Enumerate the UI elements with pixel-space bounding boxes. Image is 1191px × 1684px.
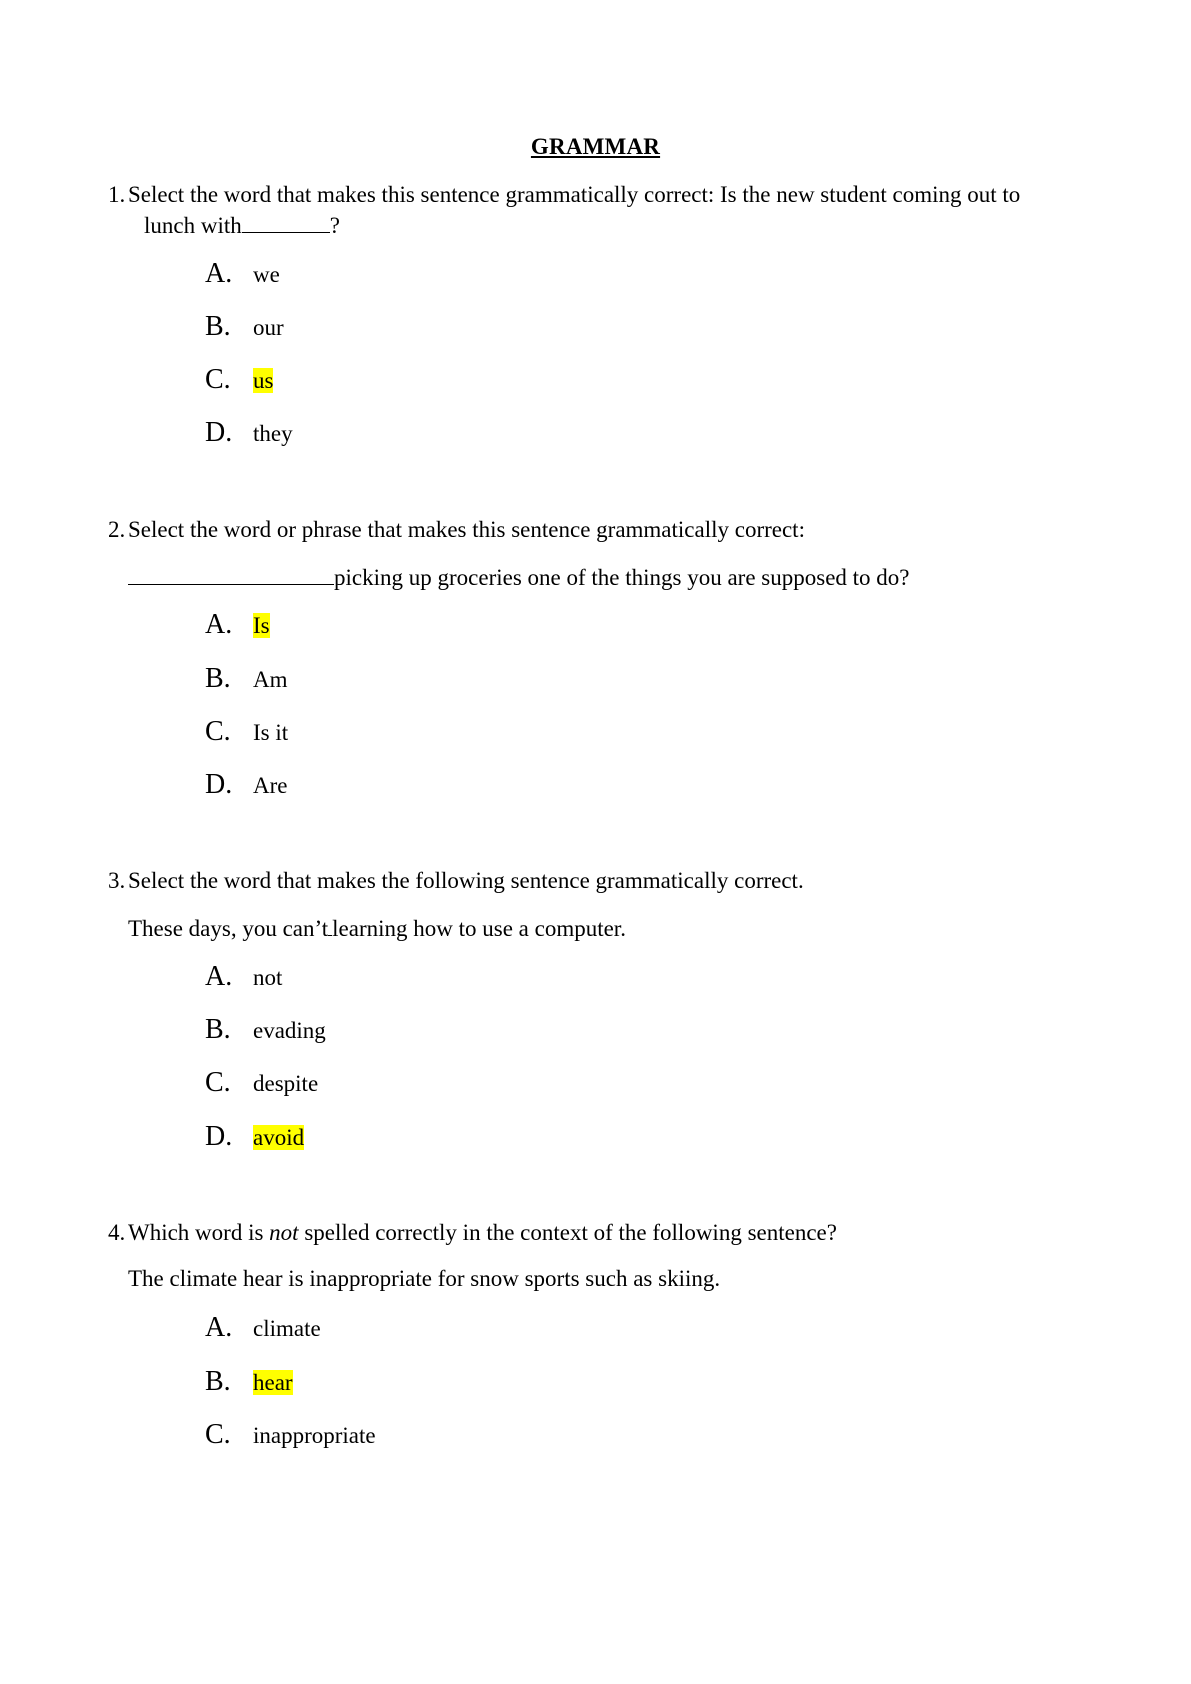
question-text: Select the word or phrase that makes this sentence grammatically correct: [128, 517, 805, 542]
option-b[interactable] [205, 1366, 293, 1400]
question-sentence: The climate hear is inappropriate for snow sports such as skiing. [128, 1266, 721, 1291]
option-text: Am [253, 667, 288, 692]
option-text: inappropriate [253, 1423, 376, 1448]
option-d[interactable] [205, 417, 293, 451]
question-prompt-continued [144, 212, 340, 239]
answer-blank [242, 212, 330, 233]
option-letter: A. [205, 1312, 233, 1343]
question-number: 2. [108, 517, 126, 542]
option-c[interactable] [205, 1419, 376, 1453]
option-letter: C. [205, 364, 231, 395]
question-prompt [108, 1220, 837, 1246]
option-a[interactable] [205, 1312, 321, 1346]
option-letter: B. [205, 663, 231, 694]
option-c[interactable] [205, 716, 288, 750]
option-a[interactable] [205, 609, 270, 643]
question-text: picking up groceries one of the things you are supposed to do? [334, 565, 910, 590]
option-text-highlighted: us [253, 368, 274, 393]
option-letter: A. [205, 609, 233, 640]
option-text: our [253, 315, 284, 340]
question-text: These days, you can’t [128, 916, 329, 941]
option-b[interactable] [205, 663, 288, 697]
page-title: GRAMMAR [530, 134, 661, 159]
option-a[interactable] [205, 258, 280, 292]
question-text: Select the word that makes this sentence grammatically correct: Is the new student coming out to [128, 182, 1021, 207]
question-sentence [128, 564, 910, 591]
option-letter: B. [205, 1014, 231, 1045]
option-text: despite [253, 1071, 319, 1096]
question-text: spelled correctly in the context of the following sentence? [298, 1220, 837, 1245]
option-letter: B. [205, 311, 231, 342]
question-text: learning how to use a computer. [332, 916, 626, 941]
option-text-highlighted: hear [253, 1370, 293, 1395]
option-letter: A. [205, 258, 233, 289]
question-text: Select the word that makes the following sentence grammatically correct. [128, 868, 804, 893]
option-letter: D. [205, 769, 233, 800]
option-d[interactable] [205, 1121, 304, 1155]
option-a[interactable] [205, 961, 282, 995]
option-text: Is it [253, 720, 289, 745]
question-number: 1. [108, 182, 126, 207]
option-text: we [253, 262, 280, 287]
option-letter: A. [205, 961, 233, 992]
option-text: not [253, 965, 283, 990]
question-number: 4. [108, 1220, 126, 1245]
question-text: lunch with [144, 213, 242, 238]
option-text: climate [253, 1316, 321, 1341]
question-sentence [128, 915, 626, 942]
question-prompt [108, 868, 804, 894]
option-c[interactable] [205, 1067, 318, 1101]
option-text: they [253, 421, 293, 446]
option-text-highlighted: Is [253, 613, 270, 638]
option-letter: D. [205, 1121, 233, 1152]
option-b[interactable] [205, 311, 284, 345]
question-prompt [108, 517, 805, 543]
option-d[interactable] [205, 769, 287, 803]
option-letter: B. [205, 1366, 231, 1397]
option-letter: C. [205, 716, 231, 747]
option-letter: C. [205, 1419, 231, 1450]
option-text: Are [253, 773, 288, 798]
option-c[interactable] [205, 364, 273, 398]
question-text: Which word is [128, 1220, 270, 1245]
question-number: 3. [108, 868, 126, 893]
question-text: ? [329, 213, 340, 238]
answer-blank [128, 564, 334, 585]
option-text: evading [253, 1018, 326, 1043]
option-text-highlighted: avoid [253, 1125, 305, 1150]
option-letter: D. [205, 417, 233, 448]
question-prompt [108, 182, 1020, 208]
option-letter: C. [205, 1067, 231, 1098]
question-text-emphasis: not [269, 1220, 299, 1245]
option-b[interactable] [205, 1014, 326, 1048]
